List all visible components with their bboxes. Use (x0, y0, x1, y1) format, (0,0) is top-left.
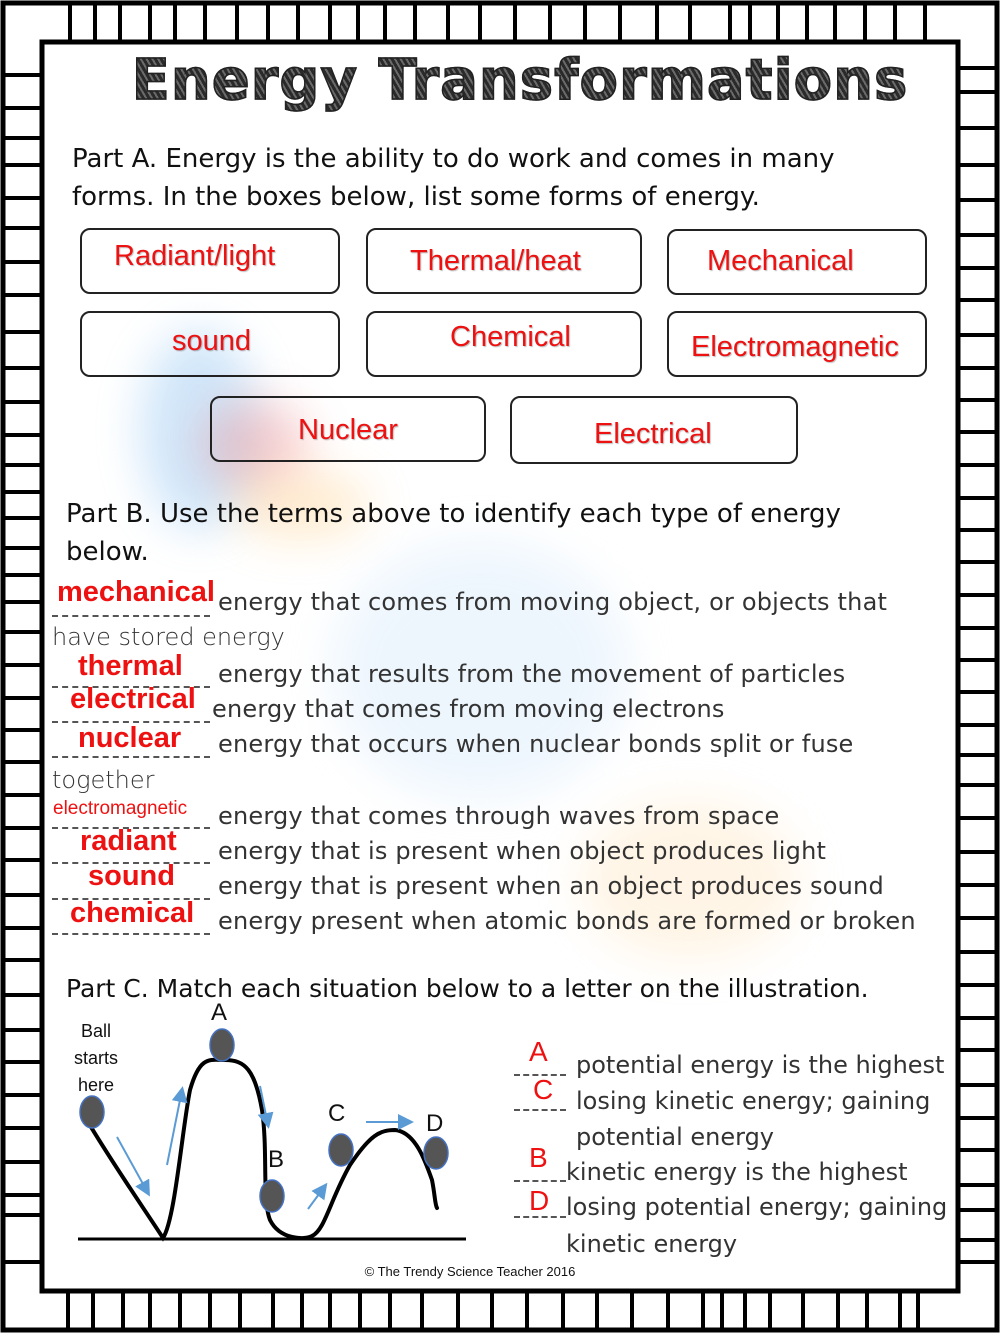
part-b-instructions-line2: below. (66, 537, 149, 567)
energy-form-box-1[interactable] (80, 228, 340, 294)
page-title: Energy Transformations (0, 48, 1000, 113)
part-a-instructions-line1: Part A. Energy is the ability to do work and comes in many (72, 144, 835, 174)
ball-c-icon (329, 1134, 353, 1166)
part-a-instructions-line2: forms. In the boxes below, list some forms of energy. (72, 182, 760, 212)
ball-d-icon (424, 1137, 448, 1169)
answer-text: electromagnetic (53, 798, 188, 819)
part-b-instructions (66, 495, 841, 571)
ball-a-icon (210, 1029, 234, 1061)
energy-form-answer: Radiant/light (114, 240, 276, 272)
energy-form-answer: Nuclear (298, 414, 398, 446)
definition-continuation: have stored energy (52, 623, 285, 651)
answer-text: chemical (70, 897, 195, 929)
answer-text: sound (88, 860, 175, 892)
energy-form-answer: Electromagnetic (691, 331, 899, 363)
definition-text: energy present when atomic bonds are formed or broken (218, 907, 916, 935)
start-label: Ball starts here (73, 1021, 118, 1095)
definition-text: energy that comes from moving object, or objects that (218, 588, 888, 616)
energy-form-box-4[interactable] (80, 311, 340, 377)
match-answer: A (529, 1036, 548, 1067)
match-answer: B (529, 1142, 548, 1173)
match-text: losing kinetic energy; gaining (576, 1087, 931, 1115)
energy-form-answer: sound (172, 325, 252, 357)
point-a-label: A (211, 999, 228, 1026)
definition-text: energy that occurs when nuclear bonds split or fuse (218, 730, 854, 758)
energy-form-box-3[interactable] (667, 229, 927, 295)
part-c-instructions: Part C. Match each situation below to a letter on the illustration. (66, 974, 869, 1003)
energy-form-answer: Chemical (450, 321, 571, 353)
definition-text: energy that is present when object produces light (218, 837, 827, 865)
match-text: losing potential energy; gaining (566, 1193, 948, 1221)
copyright-footer: © The Trendy Science Teacher 2016 (364, 1264, 576, 1279)
ball-b-icon (260, 1180, 284, 1212)
point-b-label: B (268, 1146, 285, 1173)
arrow-icon (117, 1137, 148, 1193)
part-a-instructions (72, 140, 835, 216)
point-c-label: C (328, 1100, 346, 1127)
energy-form-box-8[interactable] (510, 396, 798, 464)
answer-blank[interactable] (52, 933, 210, 935)
energy-form-box-5[interactable] (366, 311, 642, 377)
match-answer: C (533, 1074, 554, 1105)
energy-form-box-7[interactable] (210, 396, 486, 462)
answer-text: nuclear (78, 722, 182, 754)
answer-text: mechanical (57, 576, 215, 608)
match-blank[interactable] (514, 1109, 566, 1111)
answer-blank[interactable] (52, 615, 210, 617)
answer-text: electrical (70, 683, 196, 715)
energy-form-box-2[interactable] (366, 228, 642, 294)
answer-text: thermal (78, 650, 183, 682)
match-text: kinetic energy is the highest (566, 1158, 908, 1186)
match-text: potential energy is the highest (576, 1051, 945, 1079)
match-continuation: kinetic energy (566, 1230, 738, 1258)
match-blank[interactable] (514, 1180, 566, 1182)
part-b-instructions-line1: Part B. Use the terms above to identify each type of energy (66, 499, 841, 529)
definition-text: energy that is present when an object produces sound (218, 872, 884, 900)
point-d-label: D (426, 1110, 444, 1137)
match-continuation: potential energy (576, 1123, 775, 1151)
definition-text: energy that comes through waves from space (218, 802, 780, 830)
arrow-icon (308, 1186, 325, 1209)
definition-text: energy that results from the movement of particles (218, 660, 846, 688)
energy-form-answer: Thermal/heat (410, 245, 581, 277)
energy-form-box-6[interactable] (667, 311, 927, 377)
answer-blank[interactable] (52, 756, 210, 758)
match-answer: D (529, 1185, 550, 1216)
energy-form-answer: Electrical (594, 418, 712, 450)
ball-start-icon (80, 1096, 104, 1128)
definition-continuation: together (52, 766, 155, 794)
energy-form-answer: Mechanical (707, 245, 854, 277)
answer-text: radiant (80, 825, 177, 857)
definition-text: energy that comes from moving electrons (212, 695, 725, 723)
